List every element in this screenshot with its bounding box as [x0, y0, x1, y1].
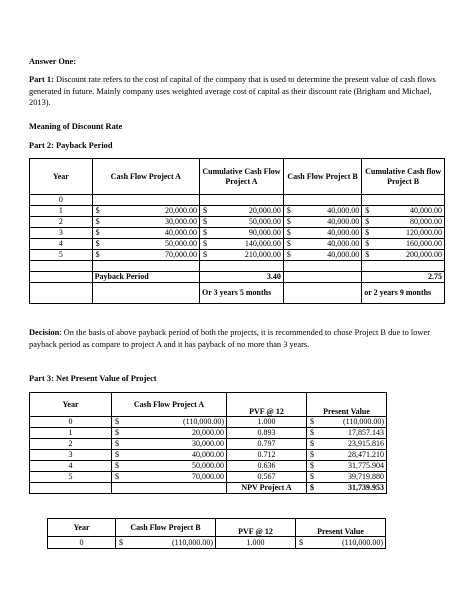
- payback-period-row: [30, 272, 445, 283]
- currency-symbol: $: [115, 450, 119, 460]
- blank-cell: [92, 261, 199, 272]
- npv-b-header-row: [48, 519, 386, 537]
- cash-flow-cell-value: 50,000.00: [192, 461, 224, 471]
- table-row: [48, 537, 386, 549]
- blank-cell: [30, 261, 93, 272]
- currency-symbol: $: [115, 417, 119, 427]
- table-row: [30, 206, 445, 217]
- cash-flow-a-cell: [92, 250, 199, 261]
- meaning-heading: Meaning of Discount Rate: [29, 122, 123, 131]
- cumulative-b-cell: [362, 239, 445, 250]
- cash-flow-b-cell-value: 40,000.00: [327, 250, 360, 260]
- cumulative-b-cell: [362, 195, 445, 206]
- table-row: [30, 217, 445, 228]
- currency-symbol: $: [310, 439, 314, 449]
- payback-period-b: 2.75: [362, 272, 445, 283]
- cash-flow-b-cell: [283, 195, 361, 206]
- table-row: [30, 195, 445, 206]
- part1-text: Discount rate refers to the cost of capital of the company that is used to determine the present value of cash flows generated in future. Mainly company uses weighted average cost of capital as their discount rate (Brigham and Michael, 2013).: [29, 75, 436, 108]
- part2-heading: Part 2: Payback Period: [29, 141, 113, 150]
- year-cell: 2: [30, 439, 112, 450]
- part1-paragraph: [29, 74, 445, 109]
- cumulative-a-cell-value: 20,000.00: [248, 206, 281, 216]
- payback-months-a: Or 3 years 5 months: [200, 283, 284, 304]
- present-value-cell-value: 31,775.904: [348, 461, 384, 471]
- pvf-cell: 0.893: [227, 428, 307, 439]
- currency-symbol: $: [286, 228, 291, 238]
- cash-flow-a-cell: [92, 206, 199, 217]
- currency-symbol: $: [95, 206, 100, 216]
- currency-symbol: $: [203, 250, 208, 260]
- year-cell: 1: [30, 428, 112, 439]
- year-cell: 3: [30, 450, 112, 461]
- currency-symbol: $: [119, 537, 123, 547]
- year-cell: 5: [30, 472, 112, 483]
- payback-period-label: Payback Period: [92, 272, 199, 283]
- currency-symbol: $: [310, 428, 314, 438]
- cumulative-b-cell: [362, 217, 445, 228]
- npv-value-cell: [307, 483, 387, 494]
- cash-flow-b-cell-value: 40,000.00: [327, 206, 360, 216]
- decision-paragraph: [29, 327, 445, 350]
- blank-cell: [112, 483, 227, 494]
- part1-label: Part 1:: [29, 75, 54, 84]
- cash-flow-b-cell-value: 40,000.00: [327, 228, 360, 238]
- npv-table-a: [29, 392, 387, 494]
- currency-symbol: $: [286, 217, 291, 227]
- table-row: [30, 228, 445, 239]
- cash-flow-cell: [116, 537, 216, 549]
- npv-a-body: [30, 417, 387, 483]
- cash-flow-cell-value: 40,000.00: [192, 450, 224, 460]
- cash-flow-cell: [112, 439, 227, 450]
- pvf-cell: 0.712: [227, 450, 307, 461]
- blank-cell: [30, 483, 112, 494]
- currency-symbol: $: [365, 217, 370, 227]
- year-cell: 2: [30, 217, 93, 228]
- currency-symbol: $: [115, 439, 119, 449]
- col-header-year: Year: [48, 519, 116, 537]
- cumulative-b-cell: [362, 206, 445, 217]
- cash-flow-cell: [112, 461, 227, 472]
- decision-text: : On the basis of above payback period of both the projects, it is recommended to chose Project B due to lower payback period as compare to project A and it has payback of no more than 3 years.: [29, 328, 430, 349]
- present-value-cell: [307, 417, 387, 428]
- currency-symbol: $: [310, 483, 314, 493]
- currency-symbol: $: [95, 239, 100, 249]
- cumulative-b-cell-value: 120,000.00: [406, 228, 442, 238]
- year-cell: 5: [30, 250, 93, 261]
- payback-period-a: 3.40: [200, 272, 284, 283]
- cash-flow-cell: [112, 417, 227, 428]
- cash-flow-b-cell: [283, 217, 361, 228]
- cumulative-a-cell-value: 140,000.00: [244, 239, 281, 249]
- present-value-cell: [307, 450, 387, 461]
- present-value-cell-value: 17,857.143: [348, 428, 384, 438]
- blank-cell: [200, 261, 284, 272]
- currency-symbol: $: [310, 461, 314, 471]
- year-cell: 0: [30, 195, 93, 206]
- currency-symbol: $: [115, 472, 119, 482]
- currency-symbol: $: [286, 239, 291, 249]
- cash-flow-b-cell-value: 40,000.00: [327, 217, 360, 227]
- cash-flow-a-cell: [92, 195, 199, 206]
- blank-cell: [362, 261, 445, 272]
- currency-symbol: $: [95, 217, 100, 227]
- cash-flow-a-cell: [92, 217, 199, 228]
- col-header-year: Year: [30, 393, 112, 417]
- currency-symbol: $: [203, 206, 208, 216]
- col-header-cash-flow-a: Cash Flow Project A: [112, 393, 227, 417]
- col-header-pvf: PVF @ 12: [227, 393, 307, 417]
- cash-flow-cell-value: 20,000.00: [192, 428, 224, 438]
- table-row: [30, 417, 387, 428]
- cash-flow-a-cell: [92, 239, 199, 250]
- table-row: [30, 461, 387, 472]
- year-cell: 0: [30, 417, 112, 428]
- currency-symbol: $: [365, 239, 370, 249]
- cash-flow-b-cell: [283, 206, 361, 217]
- payback-header-row: [30, 159, 445, 195]
- cash-flow-a-cell-value: 50,000.00: [165, 239, 198, 249]
- year-cell: 1: [30, 206, 93, 217]
- table-row: [30, 472, 387, 483]
- decision-label: Decision: [29, 328, 60, 337]
- part3-heading: Part 3: Net Present Value of Project: [29, 374, 157, 383]
- present-value-cell-value: 23,915.816: [348, 439, 384, 449]
- cumulative-a-cell: [200, 195, 284, 206]
- cash-flow-b-cell-value: 40,000.00: [327, 239, 360, 249]
- present-value-cell: [307, 461, 387, 472]
- currency-symbol: $: [203, 239, 208, 249]
- blank-cell: [30, 272, 93, 283]
- currency-symbol: $: [310, 472, 314, 482]
- cash-flow-cell: [112, 450, 227, 461]
- present-value-cell-value: (110,000.00): [341, 537, 383, 547]
- cumulative-b-cell-value: 40,000.00: [410, 206, 442, 216]
- col-header-cumulative-a: Cumulative Cash Flow Project A: [200, 159, 284, 195]
- col-header-cash-flow-a: Cash Flow Project A: [92, 159, 199, 195]
- answer-heading: Answer One:: [29, 57, 77, 66]
- currency-symbol: $: [365, 250, 370, 260]
- cumulative-b-cell-value: 200,000.00: [406, 250, 442, 260]
- pvf-cell: 1.000: [216, 537, 296, 549]
- present-value-cell-value: 28,471.210: [348, 450, 384, 460]
- pvf-cell: 0.567: [227, 472, 307, 483]
- npv-table-b: [47, 518, 386, 549]
- cumulative-a-cell: [200, 217, 284, 228]
- cumulative-a-cell: [200, 239, 284, 250]
- blank-cell: [283, 283, 361, 304]
- cumulative-b-cell: [362, 228, 445, 239]
- currency-symbol: $: [286, 206, 291, 216]
- col-header-pvf: PVF @ 12: [216, 519, 296, 537]
- table-row: [30, 250, 445, 261]
- cumulative-b-cell-value: 160,000.00: [406, 239, 442, 249]
- col-header-cash-flow-b: Cash Flow Project B: [283, 159, 361, 195]
- cash-flow-cell: [112, 428, 227, 439]
- currency-symbol: $: [115, 461, 119, 471]
- cumulative-a-cell: [200, 228, 284, 239]
- cash-flow-b-cell: [283, 239, 361, 250]
- currency-symbol: $: [203, 217, 208, 227]
- cumulative-a-cell-value: 210,000.00: [244, 250, 281, 260]
- currency-symbol: $: [203, 228, 208, 238]
- npv-label: NPV Project A: [227, 483, 307, 494]
- payback-body: [30, 195, 445, 261]
- cash-flow-a-cell-value: 30,000.00: [165, 217, 198, 227]
- payback-table: [29, 158, 445, 304]
- col-header-year: Year: [30, 159, 93, 195]
- npv-a-header-row: [30, 393, 387, 417]
- col-header-present-value: Present Value: [307, 393, 387, 417]
- year-cell: 4: [30, 461, 112, 472]
- currency-symbol: $: [365, 228, 370, 238]
- pvf-cell: 1.000: [227, 417, 307, 428]
- currency-symbol: $: [310, 450, 314, 460]
- npv-b-body: [48, 537, 386, 549]
- payback-months-row: [30, 283, 445, 304]
- col-header-present-value: Present Value: [296, 519, 386, 537]
- cumulative-a-cell-value: 50,000.00: [248, 217, 281, 227]
- currency-symbol: $: [115, 428, 119, 438]
- cash-flow-a-cell-value: 40,000.00: [165, 228, 198, 238]
- year-cell: 4: [30, 239, 93, 250]
- table-row: [30, 450, 387, 461]
- currency-symbol: $: [95, 250, 100, 260]
- present-value-cell: [307, 439, 387, 450]
- blank-cell: [283, 272, 361, 283]
- cash-flow-a-cell: [92, 228, 199, 239]
- cash-flow-b-cell: [283, 228, 361, 239]
- payback-months-b: or 2 years 9 months: [362, 283, 445, 304]
- cash-flow-cell-value: (110,000.00): [171, 537, 213, 547]
- currency-symbol: $: [299, 537, 303, 547]
- pvf-cell: 0.797: [227, 439, 307, 450]
- npv-total-row: [30, 483, 387, 494]
- col-header-cumulative-b: Cumulative Cash flow Project B: [362, 159, 445, 195]
- present-value-cell: [307, 428, 387, 439]
- currency-symbol: $: [365, 206, 370, 216]
- currency-symbol: $: [95, 228, 100, 238]
- year-cell: 0: [48, 537, 116, 549]
- blank-cell: [92, 283, 199, 304]
- table-row-blank: [30, 261, 445, 272]
- npv-value: 31,739.953: [348, 483, 384, 493]
- cumulative-b-cell-value: 80,000.00: [410, 217, 442, 227]
- cumulative-a-cell: [200, 250, 284, 261]
- cash-flow-a-cell-value: 20,000.00: [165, 206, 198, 216]
- cash-flow-a-cell-value: 70,000.00: [165, 250, 198, 260]
- table-row: [30, 428, 387, 439]
- cumulative-b-cell: [362, 250, 445, 261]
- table-row: [30, 239, 445, 250]
- blank-cell: [30, 283, 93, 304]
- present-value-cell: [307, 472, 387, 483]
- present-value-cell-value: 39,719.880: [348, 472, 384, 482]
- cash-flow-cell-value: 30,000.00: [192, 439, 224, 449]
- currency-symbol: $: [310, 417, 314, 427]
- cash-flow-cell: [112, 472, 227, 483]
- col-header-cash-flow-b: Cash Flow Project B: [116, 519, 216, 537]
- present-value-cell: [296, 537, 386, 549]
- present-value-cell-value: (110,000.00): [342, 417, 384, 427]
- cash-flow-cell-value: (110,000.00): [182, 417, 224, 427]
- currency-symbol: $: [286, 250, 291, 260]
- blank-cell: [283, 261, 361, 272]
- cumulative-a-cell: [200, 206, 284, 217]
- cumulative-a-cell-value: 90,000.00: [248, 228, 281, 238]
- pvf-cell: 0.636: [227, 461, 307, 472]
- year-cell: 3: [30, 228, 93, 239]
- table-row: [30, 439, 387, 450]
- cash-flow-cell-value: 70,000.00: [192, 472, 224, 482]
- cash-flow-b-cell: [283, 250, 361, 261]
